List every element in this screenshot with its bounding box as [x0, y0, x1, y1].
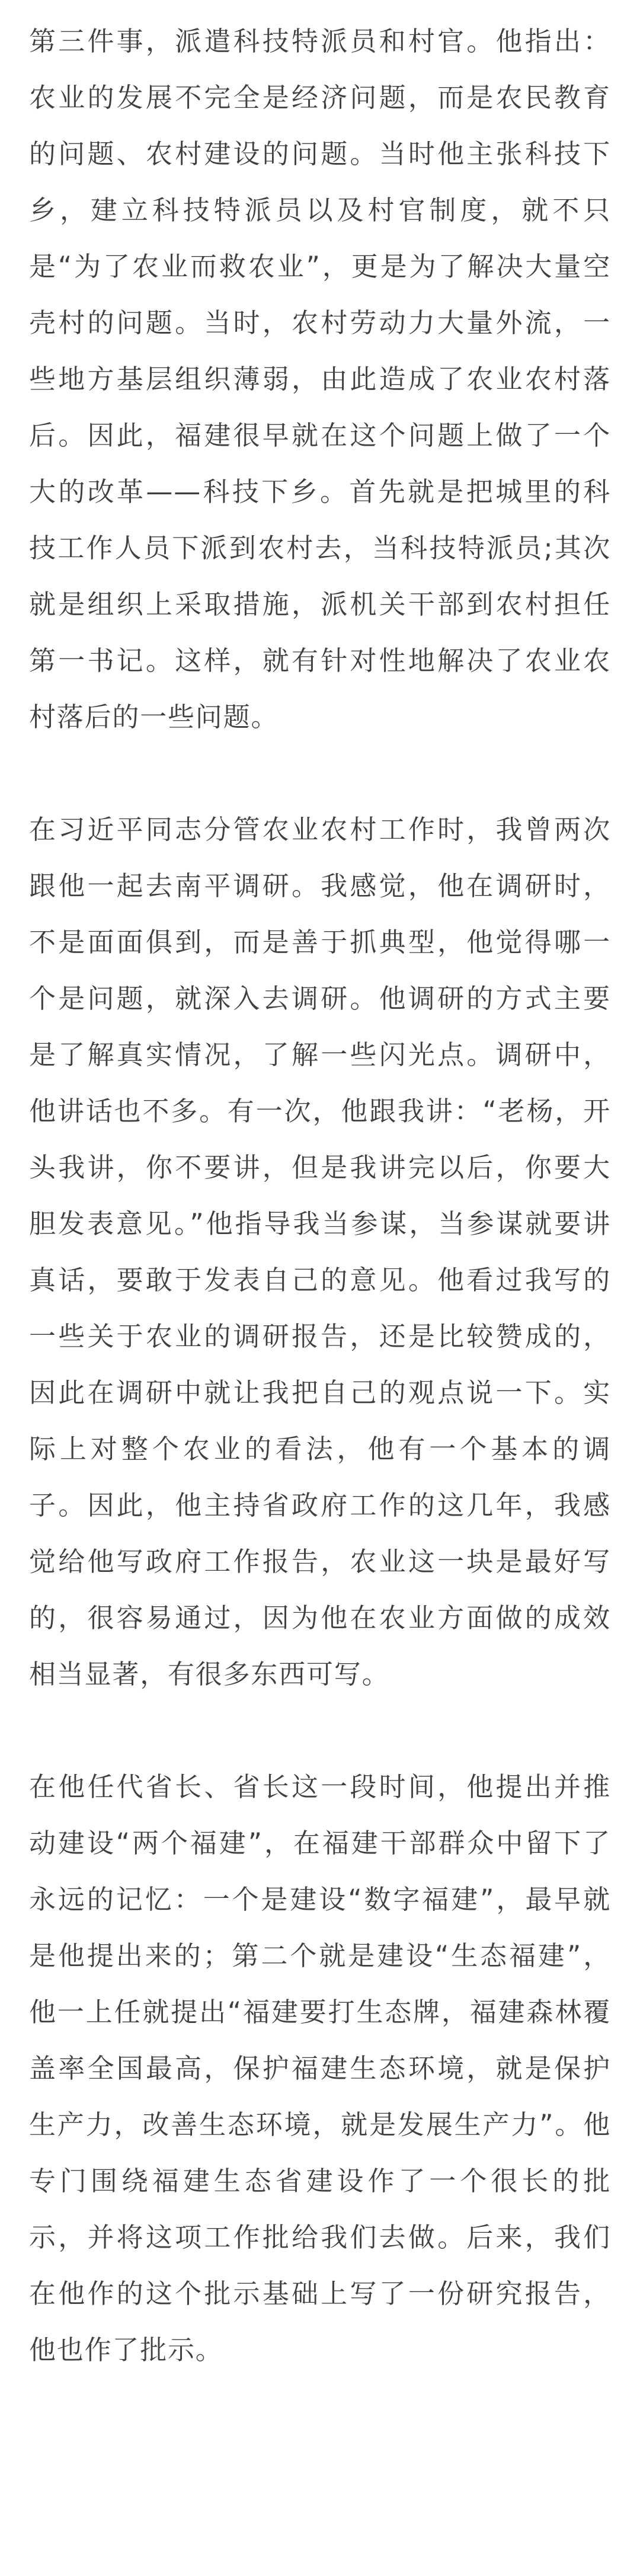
- paragraph-tech-envoys: 第三件事，派遣科技特派员和村官。他指出：农业的发展不完全是经济问题，而是农民教育的问题、农村建设的问题。当时他主张科技下乡，建立科技特派员以及村官制度，就不只是“为了农业而救农业”，更是为了解决大量空壳村的问题。当时，农村劳动力大量外流，一些地方基层组织薄弱，由此造成了农业农村落后。因此，福建很早就在这个问题上做了一个大的改革——科技下乡。首先就是把城里的科技工作人员下派到农村去，当科技特派员;其次就是组织上采取措施，派机关干部到农村担任第一书记。这样，就有针对性地解决了农业农村落后的一些问题。: [29, 25, 611, 733]
- paragraph-two-fujian: 在他任代省长、省长这一段时间，他提出并推动建设“两个福建”，在福建干部群众中留下了永远的记忆：一个是建设“数字福建”，最早就是他提出来的；第二个就是建设“生态福建”，他一上任就提出“福建要打生态牌，福建森林覆盖率全国最高，保护福建生态环境，就是保护生产力，改善生态环境，就是发展生产力”。他专门围绕福建生态省建设作了一个很长的批示，并将这项工作批给我们去做。后来，我们在他作的这个批示基础上写了一份研究报告，他也作了批示。: [29, 1771, 611, 2366]
- paragraph-nanping-research: 在习近平同志分管农业农村工作时，我曾两次跟他一起去南平调研。我感觉，他在调研时，不是面面俱到，而是善于抓典型，他觉得哪一个是问题，就深入去调研。他调研的方式主要是了解真实情况，了解一些闪光点。调研中，他讲话也不多。有一次，他跟我讲：“老杨，开头我讲，你不要讲，但是我讲完以后，你要大胆发表意见。”他指导我当参谋，当参谋就要讲真话，要敢于发表自己的意见。他看过我写的一些关于农业的调研报告，还是比较赞成的，因此在调研中就让我把自己的观点说一下。实际上对整个农业的看法，他有一个基本的调子。因此，他主持省政府工作的这几年，我感觉给他写政府工作报告，农业这一块是最好写的，很容易通过，因为他在农业方面做的成效相当显著，有很多东西可写。: [29, 814, 611, 1690]
- article-body: [29, 13, 611, 2434]
